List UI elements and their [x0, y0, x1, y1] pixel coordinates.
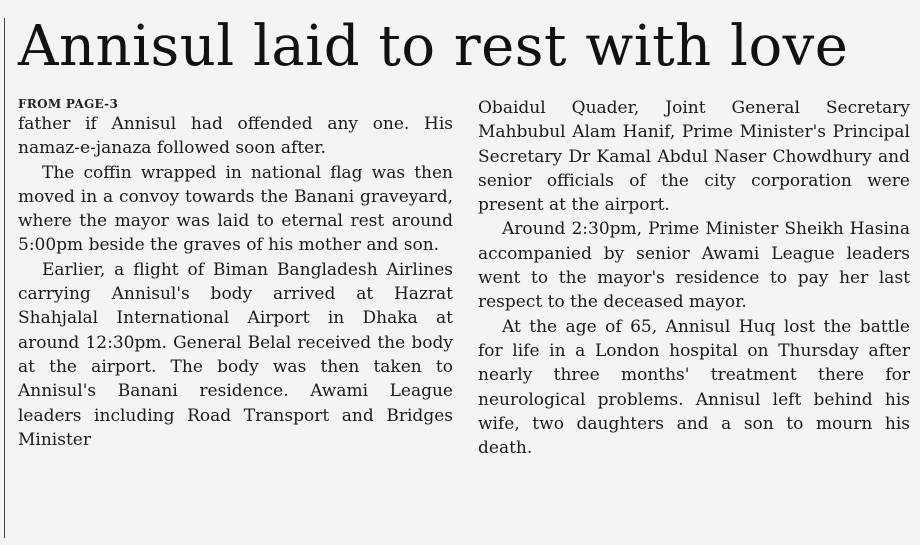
column-rule — [4, 18, 5, 538]
headline: Annisul laid to rest with love — [18, 14, 849, 79]
article-column-left — [18, 96, 453, 452]
article-column-right — [478, 96, 910, 460]
paragraph: The coffin wrapped in national flag was then moved in a convoy towards the Banani graveyard, where the mayor was laid to eternal rest around 5:00pm beside the graves of his mother and son. — [18, 162, 453, 256]
paragraph: Obaidul Quader, Joint General Secretary Mahbubul Alam Hanif, Prime Minister's Principal Secretary Dr Kamal Abdul Naser Chowdhury and senior officials of the city corporation were present at the airport. — [478, 98, 910, 216]
paragraph: At the age of 65, Annisul Huq lost the battle for life in a London hospital on Thursday after nearly three months' treatment there for neurological problems. Annisul left behind his wife, two daughters and a son to mourn his death. — [478, 316, 910, 459]
continued-from-label: FROM PAGE-3 — [18, 97, 119, 111]
paragraph: Earlier, a flight of Biman Bangladesh Airlines carrying Annisul's body arrived at Hazrat Shahjalal International Airport in Dhaka at around 12:30pm. General Belal received the body at the airport. The body was then taken to Annisul's Banani residence. Awami League leaders including Road Transport and Bridges Minister — [18, 259, 453, 450]
paragraph: Around 2:30pm, Prime Minister Sheikh Hasina accompanied by senior Awami League leaders went to the mayor's residence to pay her last respect to the deceased mayor. — [478, 219, 910, 313]
paragraph: father if Annisul had offended any one. His namaz-e-janaza followed soon after. — [18, 114, 453, 159]
